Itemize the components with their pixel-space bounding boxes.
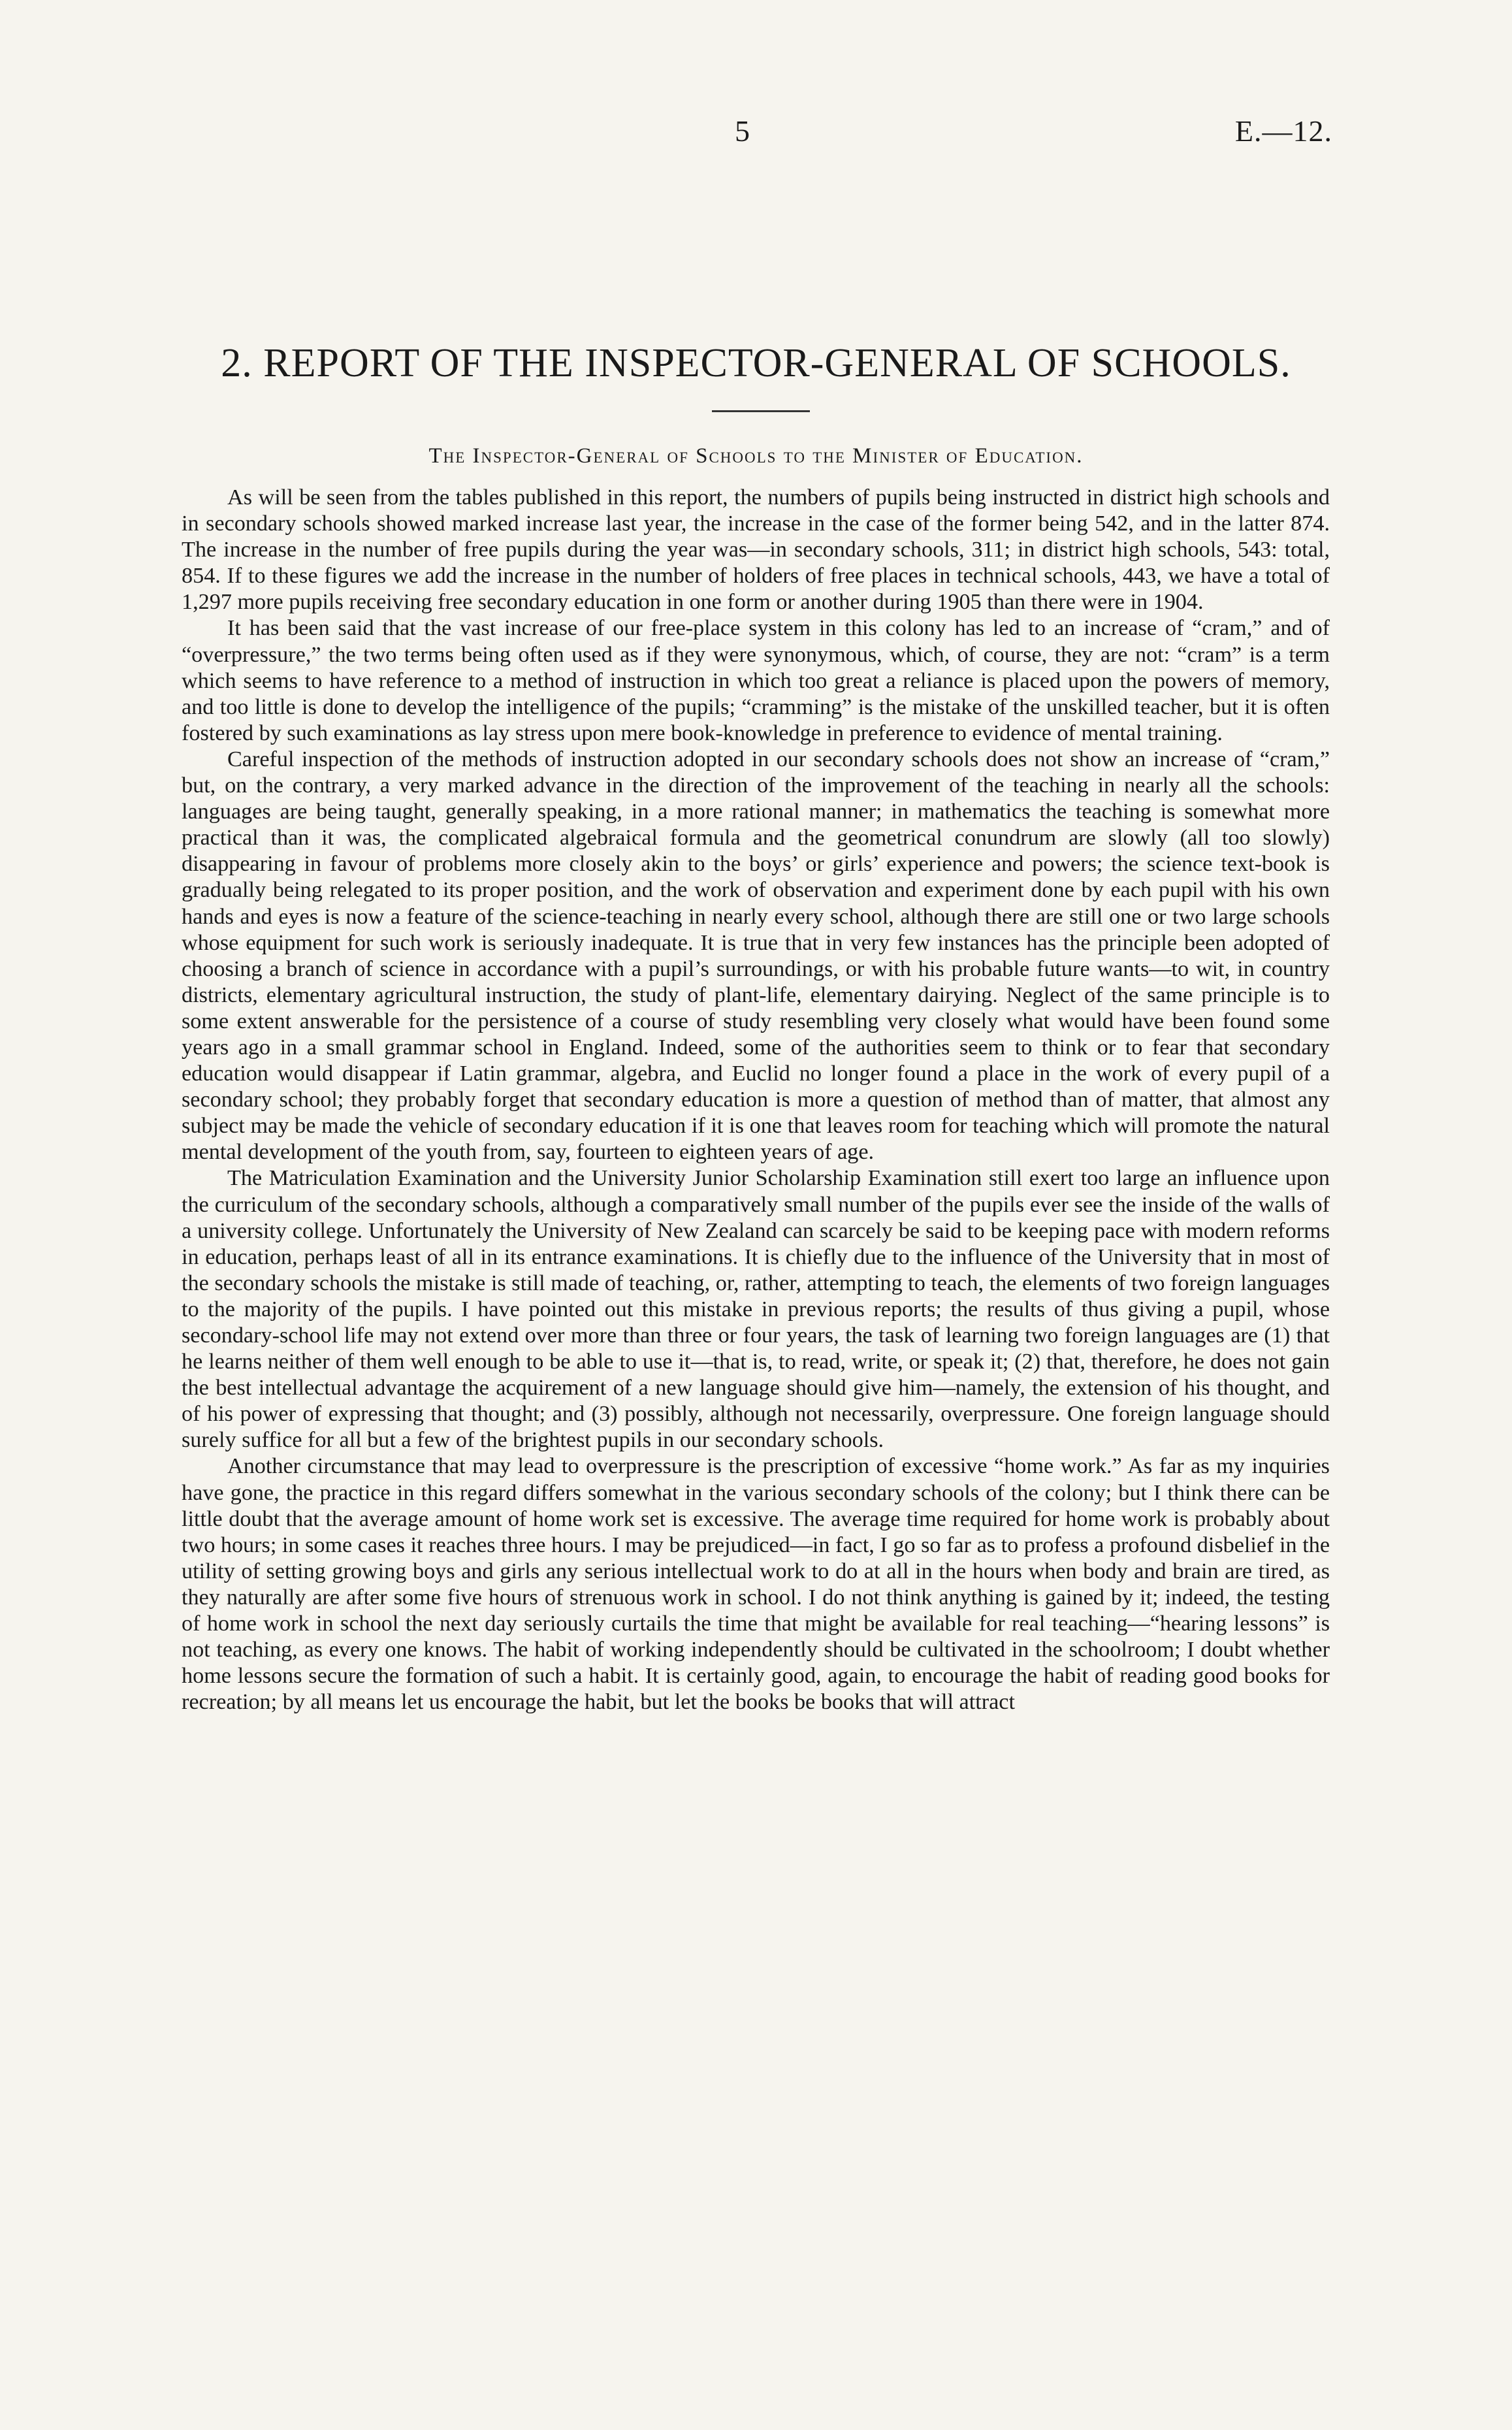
paragraph-free-pupils: As will be seen from the tables published in this report, the numbers of pupils being instructed in district high schools and in secondary schools showed marked increase last year, the increase in the case of the former being 542, and in the latter 874. The increase in the number of free pupils during the year was—in secondary schools, 311; in district high schools, 543: total, 854. If to these figures we add the increase in the number of holders of free places in technical schools, 443, we have a total of 1,297 more pupils receiving free secondary education in one form or another during 1905 than there were in 1904. — [182, 485, 1330, 615]
title-divider — [712, 410, 810, 412]
page-number: 5 — [735, 114, 750, 148]
report-title: 2. REPORT OF THE INSPECTOR-GENERAL OF SCHOOLS. — [221, 341, 1291, 385]
report-body — [182, 485, 1330, 1715]
paragraph-inspection-methods: Careful inspection of the methods of instruction adopted in our secondary schools does not show an increase of “cram,” but, on the contrary, a very marked advance in the direction of the improvement of the teaching in nearly all the schools: languages are being taught, generally speaking, in a more rational manner; in mathematics the teaching is somewhat more practical than it was, the complicated algebraical formula and the geometrical conundrum are slowly (all too slowly) disappearing in favour of problems more closely akin to the boys’ or girls’ experience and powers; the science text-book is gradually being relegated to its proper position, and the work of observation and experiment done by each pupil with his own hands and eyes is now a feature of the science-teaching in nearly every school, although there are still one or two large schools whose equipment for such work is seriously inadequate. It is true that in very few instances has the principle been adopted of choosing a branch of science in accordance with a pupil’s surroundings, or with his probable future wants—to wit, in country districts, elementary agricultural instruction, the study of plant-life, elementary dairying. Neglect of the same principle is to some extent answerable for the persistence of a course of study resembling very closely what would have been found some years ago in a small grammar school in England. Indeed, some of the authorities seem to think or to fear that secondary education would disappear if Latin grammar, algebra, and Euclid no longer found a place in the work of every pupil of a secondary school; they probably forget that secondary education is more a question of method than of matter, that almost any subject may be made the vehicle of secondary education if it is one that leaves room for teaching which will promote the natural mental development of the youth from, say, fourteen to eighteen years of age. — [182, 747, 1330, 1165]
document-reference: E.—12. — [1234, 114, 1332, 148]
paragraph-home-work: Another circumstance that may lead to overpressure is the prescription of excessive “home work.” As far as my inquiries have gone, the practice in this regard differs somewhat in the various secondary schools of the colony; but I think there can be little doubt that the average amount of home work set is excessive. The average time required for home work is probably about two hours; in some cases it reaches three hours. I may be prejudiced—in fact, I go so far as to profess a profound disbelief in the utility of setting growing boys and girls any serious intellectual work to do at all in the hours when body and brain are tired, as they naturally are after some five hours of strenuous work in school. I do not think anything is gained by it; indeed, the testing of home work in school the next day seriously curtails the time that might be available for real teaching—“hearing lessons” is not teaching, as every one knows. The habit of working independently should be cultivated in the schoolroom; I doubt whether home lessons secure the formation of such a habit. It is certainly good, again, to encourage the habit of reading good books for recreation; by all means let us encourage the habit, but let the books be books that will attract — [182, 1454, 1330, 1715]
paragraph-cram-overpressure: It has been said that the vast increase of our free-place system in this colony has led to an increase of “cram,” and of “overpressure,” the two terms being often used as if they were synonymous, which, of course, they are not: “cram” is a term which seems to have reference to a method of instruction in which too great a reliance is placed upon the powers of memory, and too little is done to develop the intelligence of the pupils; “cramming” is the mistake of the unskilled teacher, but it is often fostered by such examinations as lay stress upon mere book-knowledge in preference to evidence of mental training. — [182, 616, 1330, 745]
letter-heading: The Inspector-General of Schools to the Minister of Education. — [428, 444, 1084, 468]
paragraph-matriculation: The Matriculation Examination and the University Junior Scholarship Examination still exert too large an influence upon the curriculum of the secondary schools, although a comparatively small number of the pupils ever see the inside of the walls of a university college. Unfortunately the University of New Zealand can scarcely be said to be keeping pace with modern reforms in education, perhaps least of all in its entrance examinations. It is chiefly due to the influence of the University that in most of the secondary schools the mistake is still made of teaching, or, rather, attempting to teach, the elements of two foreign languages to the majority of the pupils. I have pointed out this mistake in previous reports; the results of thus giving a pupil, whose secondary-school life may not extend over more than three or four years, the task of learning two foreign languages are (1) that he learns neither of them well enough to be able to use it—that is, to read, write, or speak it; (2) that, therefore, he does not gain the best intellectual advantage the acquirement of a new language should give him—namely, the extension of his thought, and of his power of expressing that thought; and (3) possibly, although not necessarily, overpressure. One foreign language should surely suffice for all but a few of the brightest pupils in our secondary schools. — [182, 1166, 1330, 1453]
